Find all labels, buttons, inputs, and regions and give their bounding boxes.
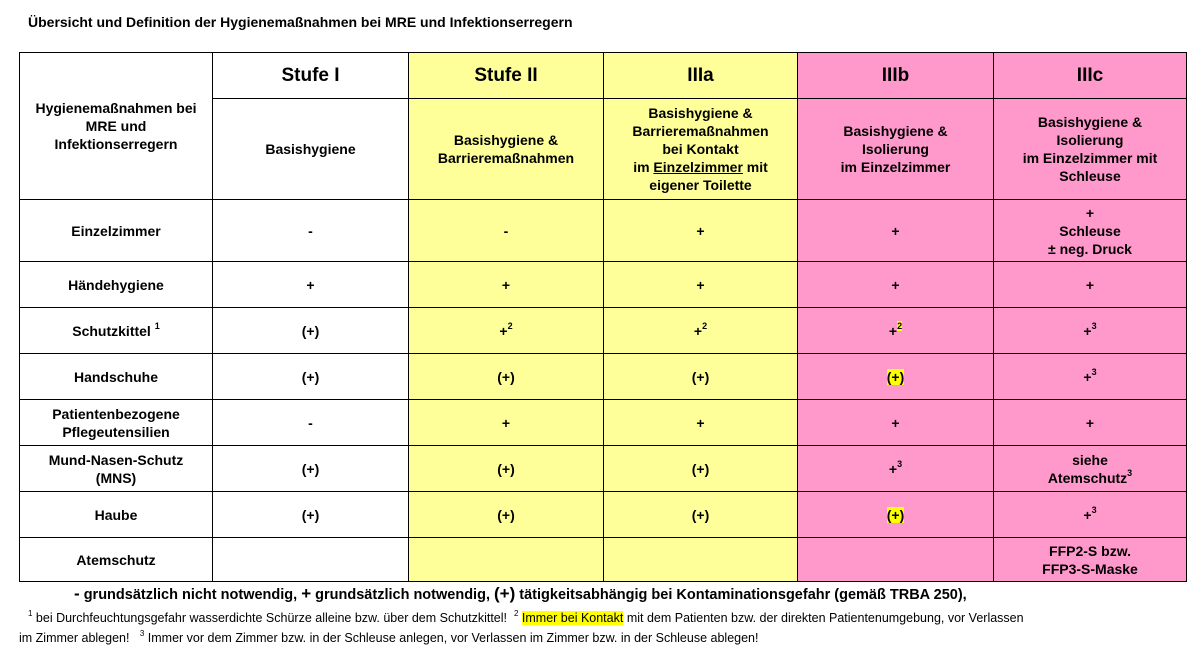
legend-text: grundsätzlich notwendig, <box>311 587 494 603</box>
definition-line: Barrieremaßnahmen <box>632 123 769 139</box>
definition-iiic <box>994 99 1187 200</box>
level-header-iiic: IIIc <box>994 53 1187 99</box>
cell-value: (+) <box>886 506 905 523</box>
cell-stufe-2: + <box>409 262 604 308</box>
cell-stufe-2: (+) <box>409 446 604 492</box>
cell-iiia: + <box>604 262 798 308</box>
footnote-text: bei Durchfeuchtungsgefahr wasserdichte Schürze alleine bzw. über dem Schutzkittel! <box>32 611 508 625</box>
definition-line: im <box>633 159 650 175</box>
definition-line: Basishygiene & <box>453 132 559 148</box>
footnote-ref: 3 <box>1091 320 1097 331</box>
cell-value: + <box>693 322 703 339</box>
cell-iiic <box>994 446 1187 492</box>
table-row <box>20 492 1187 538</box>
level-header-iiia: IIIa <box>604 53 798 99</box>
row-label: Pflegeutensilien <box>62 423 170 440</box>
cell-line: FFP2-S bzw. <box>1049 542 1131 559</box>
cell-iiib: + <box>798 400 994 446</box>
corner-header-line: Hygienemaßnahmen bei <box>35 100 197 116</box>
cell-stufe-1: (+) <box>213 354 409 400</box>
cell-stufe-1: - <box>213 200 409 262</box>
row-label-cell <box>20 400 213 446</box>
cell-line: + <box>1085 204 1095 221</box>
cell-iiic <box>994 200 1187 262</box>
definition-line: im Einzelzimmer <box>840 159 951 175</box>
footnote-text: mit dem Patienten bzw. der direkten Patientenumgebung, vor Verlassen <box>623 611 1024 625</box>
cell-iiic: + <box>994 400 1187 446</box>
level-header-stufe-1: Stufe I <box>213 53 409 99</box>
row-label: Handschuhe <box>20 354 213 400</box>
cell-iiia <box>604 308 798 354</box>
cell-iiia: + <box>604 400 798 446</box>
cell-iiia: + <box>604 200 798 262</box>
cell-iiic: + <box>994 262 1187 308</box>
table-row <box>20 200 1187 262</box>
cell-line: Schleuse <box>1059 222 1121 239</box>
cell-stufe-1 <box>213 538 409 582</box>
legend-symbol: + <box>301 584 312 603</box>
cell-value: + <box>888 322 898 339</box>
cell-stufe-1: (+) <box>213 492 409 538</box>
legend-symbol: (+) <box>494 584 516 603</box>
footnote-highlight: Immer bei Kontakt <box>521 611 624 625</box>
cell-stufe-2 <box>409 308 604 354</box>
definition-line: Isolierung <box>1056 132 1124 148</box>
cell-iiib: + <box>798 200 994 262</box>
cell-value: + <box>888 460 898 477</box>
definition-stufe-2 <box>409 99 604 200</box>
definition-line: bei Kontakt <box>662 141 739 157</box>
definition-line: Basishygiene & <box>648 105 753 121</box>
cell-line: Atemschutz <box>1047 469 1128 486</box>
definition-line: mit <box>746 159 768 175</box>
cell-iiib <box>798 308 994 354</box>
cell-iiia: (+) <box>604 354 798 400</box>
cell-stufe-2: + <box>409 400 604 446</box>
cell-iiia: (+) <box>604 446 798 492</box>
legend-text: grundsätzlich nicht notwendig, <box>79 587 302 603</box>
row-label: (MNS) <box>95 469 137 486</box>
footnote-ref: 3 <box>1127 467 1133 478</box>
cell-stufe-2: (+) <box>409 354 604 400</box>
cell-stufe-1: - <box>213 400 409 446</box>
cell-iiib <box>798 492 994 538</box>
cell-value: (+) <box>886 368 905 385</box>
footnote-ref: 2 <box>702 320 708 331</box>
footnote-ref: 3 <box>897 458 903 469</box>
cell-iiib: + <box>798 262 994 308</box>
definition-line: Schleuse <box>1059 168 1121 184</box>
footnotes-line-2 <box>19 628 759 645</box>
cell-stufe-2 <box>409 538 604 582</box>
definition-line: Basishygiene & <box>843 123 948 139</box>
definition-line: im Einzelzimmer mit <box>1022 150 1158 166</box>
footnote-mark: 3 <box>139 628 145 638</box>
table-row <box>20 308 1187 354</box>
cell-iiia: (+) <box>604 492 798 538</box>
row-label-cell <box>20 308 213 354</box>
footnote-mark: 2 <box>513 608 519 618</box>
cell-value: + <box>1083 322 1092 339</box>
table-row <box>20 354 1187 400</box>
cell-iiic <box>994 308 1187 354</box>
definition-iiib <box>798 99 994 200</box>
definition-iiia <box>604 99 798 200</box>
cell-stufe-1: + <box>213 262 409 308</box>
row-label: Haube <box>20 492 213 538</box>
row-label: Händehygiene <box>20 262 213 308</box>
cell-iiia <box>604 538 798 582</box>
row-label-cell <box>20 446 213 492</box>
row-label: Patientenbezogene <box>52 405 180 422</box>
row-label: Einzelzimmer <box>20 200 213 262</box>
footnote-text: Immer vor dem Zimmer bzw. in der Schleuse anlegen, vor Verlassen im Zimmer bzw. in der Schleuse ablegen! <box>144 631 759 645</box>
row-label: Mund-Nasen-Schutz <box>48 451 184 468</box>
cell-stufe-1: (+) <box>213 446 409 492</box>
cell-iiib <box>798 446 994 492</box>
cell-line: FFP3-S-Maske <box>1042 560 1138 577</box>
cell-iiic <box>994 538 1187 582</box>
footnote-ref: 3 <box>1091 504 1097 515</box>
definition-stufe-1: Basishygiene <box>213 99 409 200</box>
definition-line: Isolierung <box>862 141 929 157</box>
cell-line: ± neg. Druck <box>1048 240 1132 257</box>
cell-value: + <box>1083 368 1092 385</box>
definition-line: Barrieremaßnahmen <box>437 150 575 166</box>
cell-value: + <box>499 322 508 339</box>
level-header-iiib: IIIb <box>798 53 994 99</box>
cell-iiic <box>994 354 1187 400</box>
table-row <box>20 262 1187 308</box>
page-title: Übersicht und Definition der Hygienemaßnahmen bei MRE und Infektionserregern <box>28 14 573 30</box>
cell-line: siehe <box>1072 451 1108 468</box>
table-row <box>20 446 1187 492</box>
footnotes-line-1 <box>28 608 1024 625</box>
definition-line: Basishygiene & <box>1037 114 1143 130</box>
row-label: Schutzkittel <box>72 322 151 339</box>
footnote-ref: 2 <box>897 320 903 331</box>
corner-header-line: Infektionserregern <box>54 136 178 152</box>
row-label: Atemschutz <box>20 538 213 582</box>
legend-text: tätigkeitsabhängig bei Kontaminationsgefahr (gemäß TRBA 250), <box>515 587 967 603</box>
corner-header-line: MRE und <box>85 118 147 134</box>
cell-iiib <box>798 538 994 582</box>
legend-symbol: - <box>74 584 80 603</box>
definition-underline: Einzelzimmer <box>653 159 743 175</box>
corner-header <box>20 53 213 200</box>
cell-iiib <box>798 354 994 400</box>
cell-stufe-2: (+) <box>409 492 604 538</box>
table-row <box>20 538 1187 582</box>
footnote-mark: 1 <box>28 608 33 618</box>
level-header-stufe-2: Stufe II <box>409 53 604 99</box>
footnote-ref: 1 <box>154 320 160 331</box>
cell-stufe-2: - <box>409 200 604 262</box>
table-row <box>20 400 1187 446</box>
footnote-ref: 2 <box>507 320 513 331</box>
legend <box>74 584 967 604</box>
hygiene-table <box>19 52 1187 582</box>
definition-line: eigener Toilette <box>649 177 752 193</box>
cell-iiic <box>994 492 1187 538</box>
cell-stufe-1: (+) <box>213 308 409 354</box>
footnote-ref: 3 <box>1091 366 1097 377</box>
cell-value: + <box>1083 506 1092 523</box>
footnote-text: im Zimmer ablegen! <box>19 631 130 645</box>
